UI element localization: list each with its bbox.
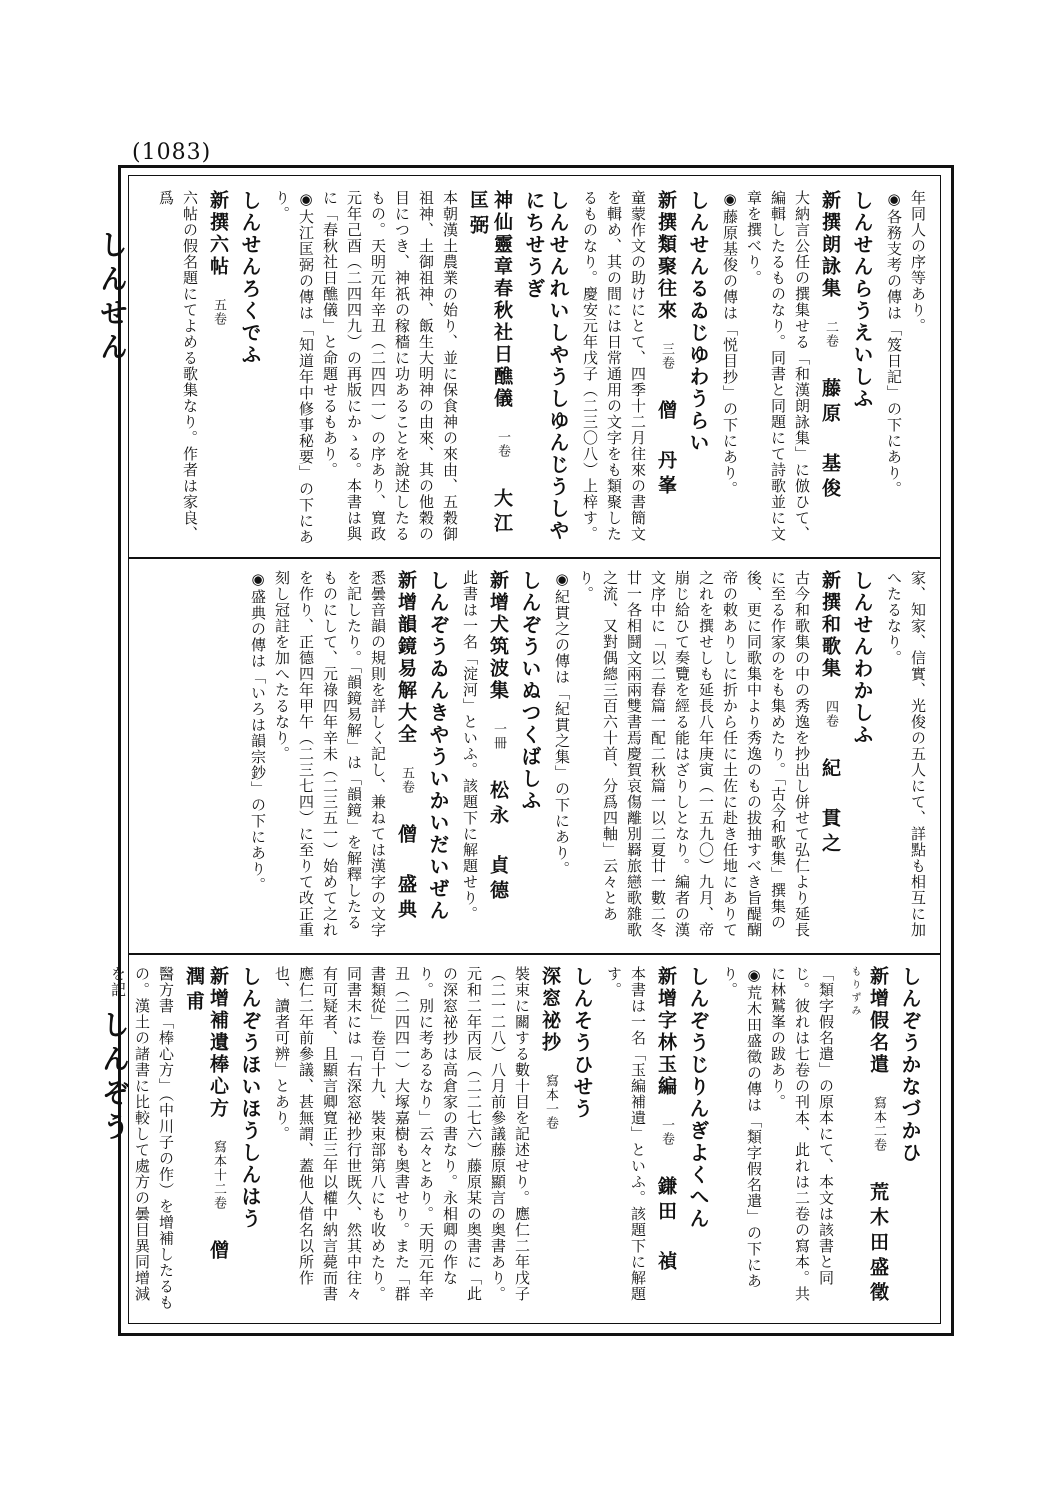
entry-title: 新增字林玉編 [655, 966, 677, 1098]
entry-heading [206, 190, 230, 545]
entry-text: ◉大江匡弼の傳は「知道年中修事秘要」の下にあり。 [273, 190, 315, 545]
side-label-top: しんせん [96, 230, 129, 366]
page-number: (1083) [132, 140, 212, 165]
entry-volume: 一卷 [495, 430, 510, 458]
entry-text: 悉曇音韻の規則を詳しく記し、兼ねては漢字の文字を記したり。「韻鏡易解」は「韻鏡」を解釋したるものにして、元祿四年辛未（二三五一）始めて之れを作り、正德四年甲午（二三七四）に至りて改正重刻し冠註を加へたるなり。 [273, 570, 387, 938]
entry-reading: しんそうひせう [570, 966, 594, 1120]
entry-text: 古今和歌集の中の秀逸を抄出し併せて弘仁より延長に至る作家のをも集めたり。「古今和歌集」撰集の後、更に同歌集中より秀逸のもの拔抽すべき旨醍醐帝の敕ありしに折から任に土佐に赴き任地にありて之れを撰せしも延長八年庚寅（一五九〇）九月、帝崩じ給ひて奏覽を經る能はざりしとなり。編者の漢文序中に「以二春篇一配二秋篇一以二夏廿一數二冬廿一各相鬪文兩兩雙書焉慶賀哀傷離別羇旅戀歌雜歌之流、又對偶總三百六十首、分爲四軸」云々とあり。 [577, 570, 811, 938]
entry-author: 僧 盛典 [395, 824, 417, 924]
entry-reading: しんせんるゐじゆわうらい [686, 190, 710, 454]
entry-volume: 寫本二卷 [871, 1096, 886, 1152]
entry-volume: 寫本十二卷 [211, 1140, 226, 1210]
band-divider-upper [128, 557, 940, 559]
entry-text: ◉盛典の傳は「いろは韻宗鈔」の下にあり。 [249, 570, 267, 893]
entry-author: 僧 潤甫 [183, 966, 229, 1290]
entry-title: 新增犬筑波集 [487, 570, 509, 702]
entry-volume: 三卷 [659, 342, 674, 370]
entry-reading: しんせんらうえいしふ [850, 190, 874, 410]
bottom-band [109, 966, 930, 1311]
entry-text: 本書は一名「玉編補遺」といふ。該題下に解題す。 [605, 966, 647, 1302]
entry-heading [842, 966, 890, 1311]
top-band [138, 190, 930, 563]
entry-reading: しんぞうゐんきやういかいだいぜん [426, 570, 450, 922]
entry-heading [486, 570, 510, 942]
entry-heading [394, 570, 418, 942]
entry-heading [818, 190, 842, 545]
entry-text: 六帖の假名題にてよめる歌集なり。作者は家良、爲 [157, 190, 199, 542]
entry-reading: しんぞうじりんぎよくへん [686, 966, 710, 1230]
entry-text: ◉各務支考の傳は「笈日記」の下にあり。 [885, 190, 903, 497]
entry-reading: しんせんわかしふ [850, 570, 874, 746]
entry-author: 藤原 基俊 [819, 378, 841, 503]
entry-volume: 五卷 [211, 298, 226, 326]
entry-author: 荒木田盛徵 [867, 1182, 889, 1307]
entry-author: 松永 貞德 [487, 780, 509, 905]
band-divider-lower [128, 953, 940, 955]
entry-author: 鎌田 禎 [655, 1176, 677, 1276]
entry-heading [654, 190, 678, 545]
entry-volume: 一冊 [491, 722, 506, 750]
entry-text: 大納言公任の撰集せる「和漢朗詠集」に倣ひて、編輯したるものなり。同書と同題にて詩歌並に文章を撰べり。 [745, 190, 811, 542]
entry-title: 新撰六帖 [207, 190, 229, 278]
entry-author: 紀 貫之 [819, 758, 841, 858]
entry-text: ◉紀貫之の傳は「紀貫之集」の下にあり。 [553, 570, 571, 877]
entry-title: 新增韻鏡易解大全 [395, 570, 417, 746]
entry-title: 神仙靈章春秋社日醮儀 [491, 190, 513, 410]
entry-title: 新增假名遣 [867, 966, 889, 1076]
entry-volume: 四卷 [823, 700, 838, 728]
entry-reading: しんせんろくでふ [238, 190, 262, 366]
entry-title: 新增補遺棒心方 [207, 966, 229, 1120]
entry-author: 大江 匡弼 [467, 190, 513, 563]
entry-heading [818, 570, 842, 942]
side-label-bottom: しんぞう [98, 1010, 131, 1146]
entry-reading: しんせんれいしやうしゆんじうしやにちせうぎ [522, 190, 570, 542]
entry-text: 「類字假名遣」の原本にて、本文は該書と同じ。彼れは七卷の刊本、此れは二卷の寫本。共に林鷲峯の跋あり。 [769, 966, 835, 1302]
entry-volume: 五卷 [399, 766, 414, 794]
entry-title: 新撰和歌集 [819, 570, 841, 680]
entry-text: 童蒙作文の助けにとて、四季十二月往來の書簡文を輯め、其の間には日常通用の文字をも類聚したるものなり。慶安元年戊子（二三〇八）上梓す。 [581, 190, 647, 542]
entry-text: ◉荒木田盛徵の傳は「類字假名遣」の下にあり。 [721, 966, 763, 1289]
entry-title: 深窓祕抄 [539, 966, 561, 1054]
entry-author-ruby: もりずみ [849, 966, 860, 1018]
entry-volume: 一卷 [659, 1118, 674, 1146]
entry-text: 此書は一名「淀河」といふ。該題下に解題せり。 [461, 570, 479, 922]
entry-text: 裝束に關する數十目を記述せり。應仁二年戊子（二一二八）八月前參議藤原顯言の奥書あり。元和二年丙辰（二二七六）藤原某の奥書に「此の深窓祕抄は高倉家の書なり。永相卿の作なり。別に考あるなり」云々とあり。天明元年辛丑（二四四一）大塚嘉樹も奥書せり。また「群書類從」卷百十九、裝束部第八にも收めたり。同書末には「右深窓祕抄行世既久、然其中往々有可疑者、且顯言卿寬正三年以權中納言薨而書應仁二年前參議、甚無謂、蓋他人借名以所作也、讀者可辨」とあり。 [273, 966, 531, 1302]
entry-text: 本朝漢土農業の始り、並に保食神の來由、五穀御祖神、土御祖神、飯生大明神の由來、其の他穀の目につき、神祇の稼穡に功あることを說述したるもの。天明元年辛丑（二四四一）の序あり、寬政元年己酉（二四四九）の再版にかゝる。本書は與に「春秋社日醮儀」と命題せるもあり。 [321, 190, 459, 542]
entry-reading: しんぞうほいほうしんはう [238, 966, 262, 1230]
entry-author: 僧 丹峯 [655, 400, 677, 500]
entry-text: 年同人の序等あり。 [909, 190, 927, 334]
entry-volume: 寫本一卷 [543, 1074, 558, 1130]
entry-reading: しんぞういぬつくばしふ [518, 570, 542, 812]
entry-text: 家、知家、信實、光俊の五人にて、詳點も相互に加へたるなり。 [885, 570, 927, 938]
entry-reading: しんぞうかなづかひ [898, 966, 922, 1164]
entry-text: ◉藤原基俊の傳は「悦目抄」の下にあり。 [721, 190, 739, 497]
entry-text: 醫方書「棒心方」（中川子の作）を增補したるもの。漢土の諸書に比較して處方の曇目異同增減を記 [109, 966, 175, 1311]
entry-title: 新撰類聚往來 [655, 190, 677, 322]
entry-heading [654, 966, 678, 1311]
middle-band [138, 570, 930, 942]
entry-title: 新撰朗詠集 [819, 190, 841, 300]
entry-heading [182, 966, 230, 1311]
entry-volume: 二卷 [823, 320, 838, 348]
entry-heading [466, 190, 514, 563]
entry-heading [538, 966, 562, 1311]
